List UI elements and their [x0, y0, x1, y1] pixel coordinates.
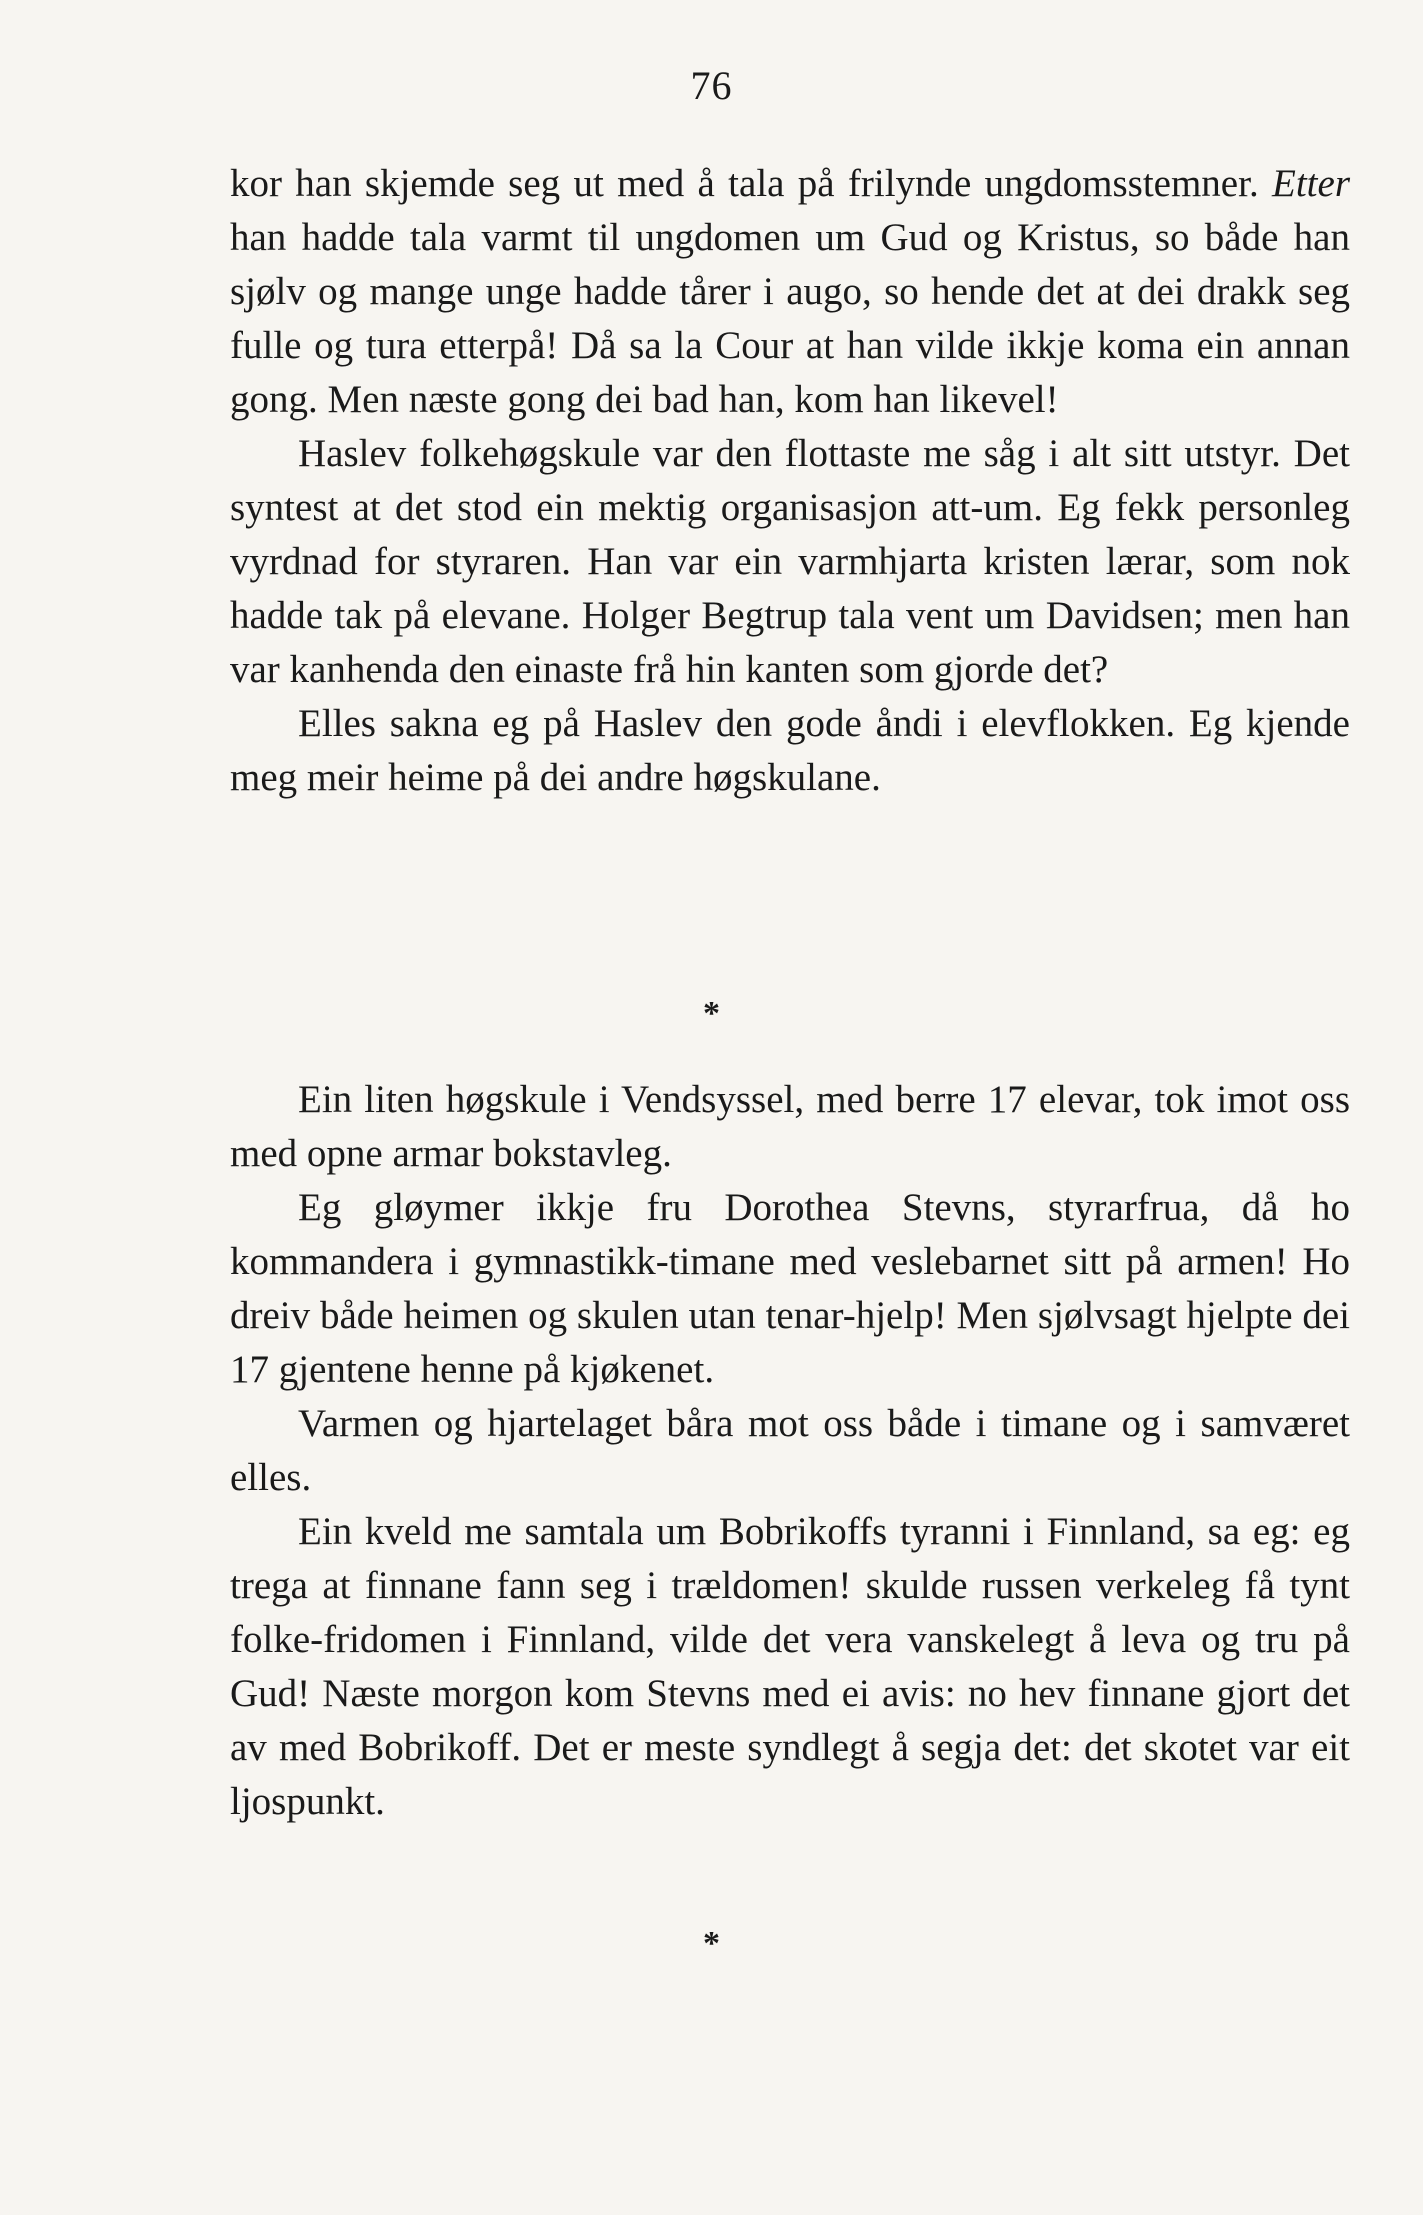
paragraph	[230, 157, 1350, 427]
paragraph: Elles sakna eg på Haslev den gode åndi i elevflokken. Eg kjende meg meir heime på dei andre høgskulane.	[230, 702, 1350, 799]
text-section-1	[230, 157, 1350, 805]
paragraph: Haslev folkehøgskule var den flottaste me såg i alt sitt utstyr. Det syntest at det stod ein mektig organisasjon att-um. Eg fekk personleg vyrdnad for styraren. Han var ein varmhjarta kristen lærar, som nok hadde tak på elevane. Holger Begtrup tala vent um Davidsen; men han var kanhenda den einaste frå hin kanten som gjorde det?	[230, 432, 1350, 691]
paragraph: Varmen og hjartelaget båra mot oss både i timane og i samværet elles.	[230, 1402, 1350, 1499]
section-separator-bottom: *	[703, 1925, 720, 1962]
paragraph-rest: han hadde tala varmt til ungdomen um Gud og Kristus, so både han sjølv og mange unge hadde tårer i augo, so hende det at dei drakk seg fulle og tura etterpå! Då sa la Cour at han vilde ikkje koma ein annan gong. Men næste gong dei bad han, kom han likevel!	[230, 216, 1350, 421]
paragraph: Ein liten høgskule i Vendsyssel, med berre 17 elevar, tok imot oss med opne armar bokstavleg.	[230, 1078, 1350, 1175]
paragraph: Ein kveld me samtala um Bobrikoffs tyranni i Finnland, sa eg: eg trega at finnane fann seg i trældomen! skulde russen verkeleg få tynt folke-fridomen i Finnland, vilde det vera vanskelegt å leva og tru på Gud! Næste morgon kom Stevns med ei avis: no hev finnane gjort det av med Bobrikoff. Det er meste syndlegt å segja det: det skotet var eit ljospunkt.	[230, 1510, 1350, 1823]
italic-word: Etter	[1272, 162, 1350, 205]
page-number: 76	[690, 63, 733, 108]
paragraph: Eg gløymer ikkje fru Dorothea Stevns, styrarfrua, då ho kommandera i gymnastikk-timane med veslebarnet sitt på armen! Ho dreiv både heimen og skulen utan tenar-hjelp! Men sjølvsagt hjelpte dei 17 gjentene henne på kjøkenet.	[230, 1186, 1350, 1391]
paragraph-lead: kor han skjemde seg ut med å tala på frilynde ungdomsstemner.	[230, 162, 1273, 205]
section-separator: *	[703, 995, 720, 1032]
text-section-2	[230, 1073, 1350, 1829]
